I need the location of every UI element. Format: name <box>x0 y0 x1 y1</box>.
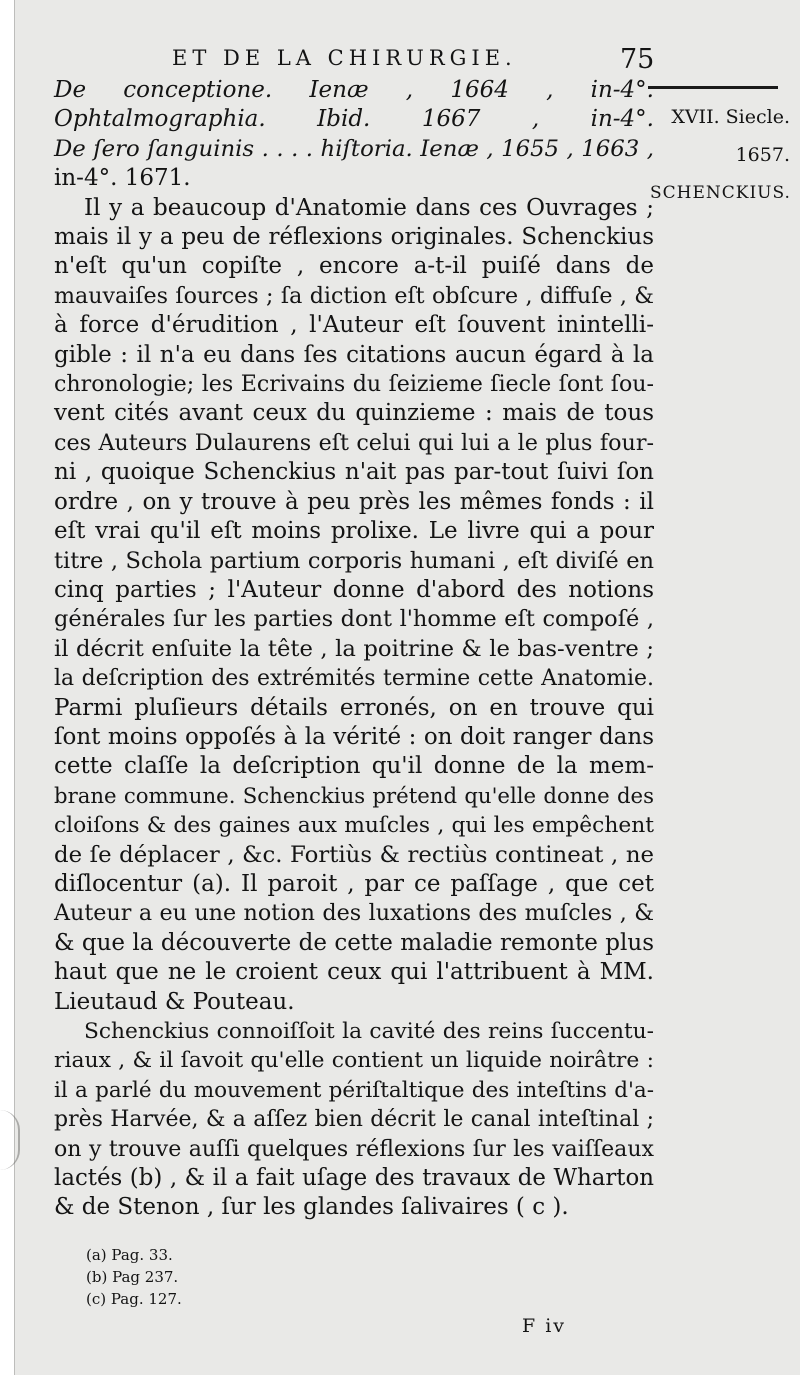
text-line: mais il y a peu de réflexions originales. Schenckius <box>54 224 654 251</box>
text-line: cinq parties ; l'Auteur donne d'abord des notions <box>54 576 654 603</box>
text-line: De ſero ſanguinis . . . . hiſtoria. Ienæ , 1655 , 1663 , <box>54 135 654 162</box>
text-line: De conceptione. Ienæ , 1664 , in-4°. <box>54 77 654 103</box>
text-line: n'eſt qu'un copiſte , encore a-t-il puiſé dans de <box>54 253 654 280</box>
text-line: chronologie; les Ecrivains du ſeizieme ſiecle ſont ſou- <box>54 371 654 398</box>
text-line: cloiſons & des gaines aux muſcles , qui les empêchent <box>54 813 654 839</box>
text-line: lactés (b) , & il a fait uſage des travaux de Wharton <box>54 1165 654 1192</box>
text-line: & de Stenon , ſur les glandes ſalivaires ( c ). <box>54 1194 569 1221</box>
margin-year: 1657. <box>735 144 790 166</box>
text-line: haut que ne le croient ceux qui l'attribuent à MM. <box>54 959 654 986</box>
text-line: Auteur a eu une notion des luxations des muſcles , & <box>54 900 654 927</box>
text-line: riaux , & il ſavoit qu'elle contient un liquide noirâtre : <box>54 1048 654 1074</box>
text-line: près Harvée, & a aſſez bien décrit le canal inteſtinal ; <box>54 1107 654 1133</box>
text-line: mauvaiſes ſources ; ſa diction eſt obſcure , diffuſe , & <box>54 282 654 309</box>
text-line: il a parlé du mouvement périſtaltique des inteſtins d'a- <box>54 1077 654 1103</box>
text-line: ces Auteurs Dulaurens eſt celui qui lui a le plus four- <box>54 429 654 456</box>
text-line: à force d'érudition , l'Auteur eſt ſouvent inintelli- <box>54 312 654 339</box>
footnote-c: (c) Pag. 127. <box>86 1290 182 1308</box>
paragraph-start: Il y a beaucoup d'Anatomie dans ces Ouvrages ; <box>84 194 654 221</box>
signature-mark: F iv <box>522 1315 567 1337</box>
text-line: cette claſſe la deſcription qu'il donne de la mem- <box>54 753 654 780</box>
page-number: 75 <box>620 44 655 75</box>
text-line: ordre , on y trouve à peu près les mêmes fonds : il <box>54 488 654 515</box>
text-line: la deſcription des extrémités termine cette Anatomie. <box>54 666 654 692</box>
text-line: Lieutaud & Pouteau. <box>54 988 295 1015</box>
paragraph-start: Schenckius connoiſſoit la cavité des reins ſuccentu- <box>84 1019 654 1044</box>
header-rule <box>648 86 778 89</box>
body-text <box>54 76 654 1223</box>
text-line: diſlocentur (a). Il paroit , par ce paſſage , que cet <box>54 870 654 897</box>
text-line: brane commune. Schenckius prétend qu'elle donne des <box>54 783 654 809</box>
text-line: & que la découverte de cette maladie remonte plus <box>54 929 654 956</box>
text-line: de ſe déplacer , &c. Fortiùs & rectiùs contineat , ne <box>54 841 654 868</box>
running-title: ET DE LA CHIRURGIE. <box>172 46 517 70</box>
text-line: titre , Schola partium corporis humani , eſt diviſé en <box>54 547 654 574</box>
text-line: vent cités avant ceux du quinzieme : mais de tous <box>54 400 654 427</box>
footnote-a: (a) Pag. 33. <box>86 1246 173 1264</box>
margin-century: XVII. Siecle. <box>671 106 790 128</box>
footnote-b: (b) Pag 237. <box>86 1268 179 1286</box>
text-line: Ophtalmographia. Ibid. 1667 , in-4°. <box>54 106 654 133</box>
margin-notes <box>650 98 790 212</box>
text-line: in-4°. 1671. <box>54 165 191 192</box>
text-line: il décrit enſuite la tête , la poitrine & le bas-ventre ; <box>54 635 654 662</box>
text-line: eſt vrai qu'il eſt moins prolixe. Le livre qui a pour <box>54 518 654 545</box>
text-line: gible : il n'a eu dans ſes citations aucun égard à la <box>54 341 654 368</box>
margin-author: SCHENCKIUS. <box>650 183 791 203</box>
text-line: Parmi pluſieurs détails erronés, on en trouve qui <box>54 694 654 721</box>
text-line: on y trouve auſſi quelques réflexions ſur les vaiſſeaux <box>54 1136 654 1162</box>
text-line: ni , quoique Schenckius n'ait pas par-tout ſuivi ſon <box>54 459 654 486</box>
footnotes <box>86 1244 386 1310</box>
text-line: ſont moins oppoſés à la vérité : on doit ranger dans <box>54 723 654 750</box>
text-line: générales ſur les parties dont l'homme eſt compoſé , <box>54 606 654 633</box>
